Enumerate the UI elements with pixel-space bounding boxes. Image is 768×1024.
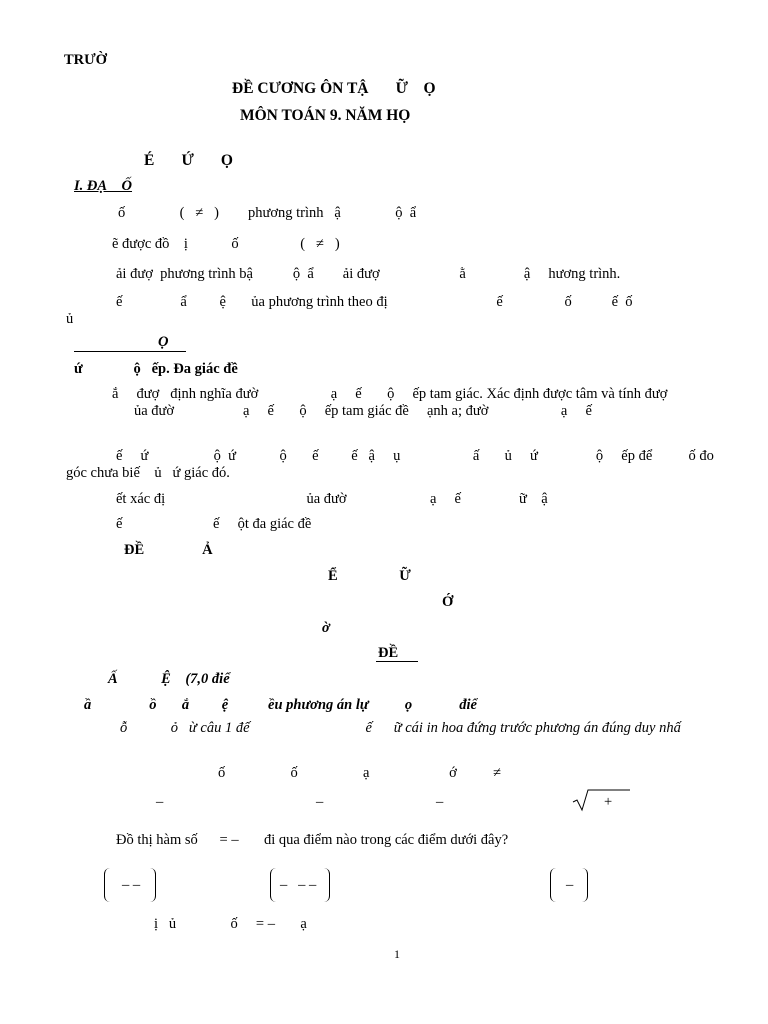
school-name: TRƯỜ <box>64 52 107 68</box>
question-1-text: ố ố ạ ớ ≠ <box>218 765 502 781</box>
section-algebra-heading: I. ĐẠ Ố <box>74 178 133 194</box>
square-root-icon <box>572 788 632 812</box>
q1-option-d: + <box>604 794 613 810</box>
algebra-line-2: ẽ được đồ ị ố ( ≠ ) <box>112 236 340 252</box>
document-subtitle: MÔN TOÁN 9. NĂM HỌ <box>240 107 411 124</box>
multiple-choice-heading: Ấ Ệ (7,0 điể <box>108 671 230 687</box>
sample-exam-heading: ĐỀ Ả <box>124 542 213 558</box>
exam-code: ĐỀ <box>378 645 399 661</box>
geometry-line-5: ết xác đị ủa đườ ạ ế ữ ậ <box>116 491 548 507</box>
question-2-text: Đồ thị hàm số = – đi qua điểm nào trong các điểm dưới đây? <box>116 832 509 848</box>
exam-code-underline <box>376 661 418 662</box>
algebra-line-1: ố ( ≠ ) phương trình ậ ộ ẩ <box>118 205 417 221</box>
geometry-line-1: ắ đượ định nghĩa đườ ạ ế ộ ếp tam giác. Xác định được tâm và tính đượ <box>112 386 668 402</box>
algebra-line-4: ế ẩ ệ ủa phương trình theo đị ế ố ế ố <box>116 294 633 310</box>
exam-duration: ờ <box>322 620 330 636</box>
q2-option-b: – – – <box>280 877 317 893</box>
page-number: 1 <box>394 947 400 961</box>
algebra-line-5: ủ <box>66 311 74 327</box>
instruction-line-2: ỗ ỏ ừ câu 1 đế ế ữ cái in hoa đứng trước phương án đúng duy nhấ <box>120 720 681 736</box>
document-title: ĐỀ CƯƠNG ÔN TẬ Ữ Ọ <box>232 80 436 97</box>
part-a-heading: É Ứ Ọ <box>144 152 233 169</box>
exam-title-1: Ể Ữ <box>328 568 411 584</box>
q2-option-d: – <box>566 877 574 893</box>
geometry-heading-underline <box>74 351 186 352</box>
geometry-line-4: góc chưa biế ủ ứ giác đó. <box>66 465 230 481</box>
instruction-line-1: ầ ồ ắ ệ ều phương án lự ọ điể <box>84 697 477 713</box>
question-3-text: ị ủ ố = – ạ <box>154 916 307 932</box>
geometry-line-2: ủa đườ ạ ế ộ ếp tam giác đề ạnh a; đườ ạ ế <box>134 403 592 419</box>
q1-option-c: – <box>436 794 444 810</box>
q1-option-b: – <box>316 794 324 810</box>
exam-title-2: Ớ <box>442 594 454 610</box>
algebra-line-3: ải đượ phương trình bậ ộ ẩ ải đượ ằ ậ hương trình. <box>116 266 621 282</box>
section-geometry-heading: Ọ <box>158 334 169 350</box>
q2-option-a: – – <box>122 877 141 893</box>
q1-option-a: – <box>156 794 164 810</box>
geometry-line-6: ế ế ột đa giác đề <box>116 516 312 532</box>
geometry-line-3: ế ứ ộ ứ ộ ế ế ậ ụ ấ ủ ứ ộ ếp để ố đo <box>116 448 714 464</box>
geometry-subheading: ứ ộ ếp. Đa giác đề <box>74 361 238 377</box>
